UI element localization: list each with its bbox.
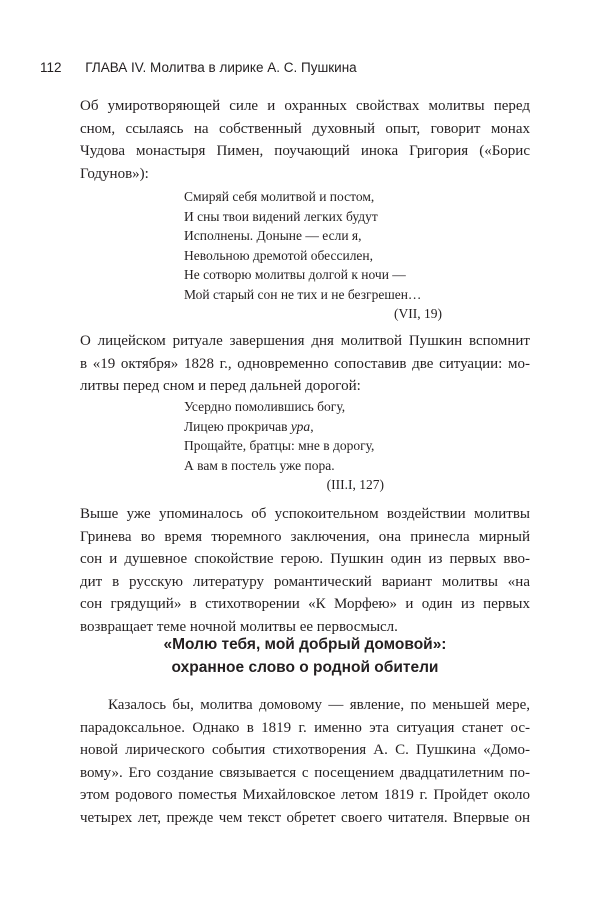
section-heading-line: охранное слово о родной обители [171, 659, 439, 676]
text-line: сон грядущий» в стихотворении «К Морфею» и один из первых [80, 596, 530, 612]
verse-line: Усердно помолившись богу, [184, 399, 346, 414]
text-line: новой лирического события стихотворения А. С. Пушкина «Домо- [80, 742, 530, 758]
verse-line: Исполнены. Доныне — если я, [184, 228, 362, 243]
text-line [80, 694, 530, 717]
verse-text: Лицею прокричав [184, 418, 291, 434]
section-heading [80, 633, 530, 679]
text-line: парадоксальное. Однако в 1819 г. именно эта ситуация станет ос- [80, 719, 530, 736]
chapter-title: ГЛАВА IV. Молитва в лирике А. С. Пушкина [85, 60, 357, 75]
verse-reference: (VII, 19) [394, 306, 442, 321]
text-line: возвращает теме ночной молитвы ее первосмысл. [80, 618, 398, 635]
text-line: в «19 октября» 1828 г., одновременно сопоставив две ситуации: мо- [80, 355, 530, 372]
paragraph-pimen-intro [80, 95, 530, 185]
text-line: Выше уже упоминалось об успокоительном воздействии молитвы [80, 506, 530, 522]
running-head [40, 60, 357, 75]
section-heading-line: «Молю тебя, мой добрый домовой»: [163, 636, 447, 653]
text-line: Об умиротворяющей силе и охранных свойствах молитвы перед [80, 98, 530, 114]
verse-line [184, 417, 384, 437]
text-line: О лицейском ритуале завершения дня молитвой Пушкин вспомнит [80, 333, 530, 349]
text-line: Чудова монастыря Пимен, поучающий инока Григория («Борис [80, 143, 530, 159]
page-number: 112 [40, 60, 62, 75]
verse-line: А вам в постель уже пора. [184, 457, 335, 473]
text-line: четырех лет, прежде чем текст обретет своего читателя. Впервые он [80, 809, 530, 826]
paragraph-lyceum-ritual [80, 330, 530, 398]
text-line: этом родового поместья Михайловское летом 1819 г. Пройдет около [80, 787, 530, 803]
verse-reference: (III.I, 127) [326, 477, 384, 492]
text-line: Гринева во время тюремного заключения, она принесла мирный [80, 528, 530, 545]
text-line-content: Казалось бы, молитва домовому — явление, по меньшей мере, [108, 697, 530, 713]
text-line: вому». Его создание связывается с посещением двадцатилетним по- [80, 764, 530, 781]
verse-line: Смиряй себя молитвой и постом, [184, 189, 375, 204]
text-line: дит в русскую литературу романтический вариант молитвы «на [80, 573, 530, 590]
verse-line: И сны твои видений легких будут [184, 208, 378, 224]
paragraph-grinev-morpheus [80, 503, 530, 638]
text-line: сон и душевное спокойствие герою. Пушкин один из первых вво- [80, 551, 530, 567]
text-line: сном, ссылаясь на собственный духовный опыт, говорит монах [80, 120, 530, 137]
verse-line: Не сотворю молитвы долгой к ночи — [184, 267, 406, 282]
verse-quote-boris-godunov [184, 187, 442, 324]
verse-line: Прощайте, братцы: мне в дорогу, [184, 438, 375, 453]
verse-italic-word: ура [290, 418, 311, 434]
text-line: литвы перед сном и перед дальней дорогой: [80, 378, 361, 394]
verse-line: Невольною дремотой обессилен, [184, 247, 374, 263]
verse-text: , [310, 418, 314, 434]
verse-line: Мой старый сон не тих и не безгрешен… [184, 286, 422, 302]
paragraph-domovoy [80, 694, 530, 829]
verse-quote-19-october [184, 397, 384, 495]
text-line: Годунов»): [80, 165, 149, 182]
